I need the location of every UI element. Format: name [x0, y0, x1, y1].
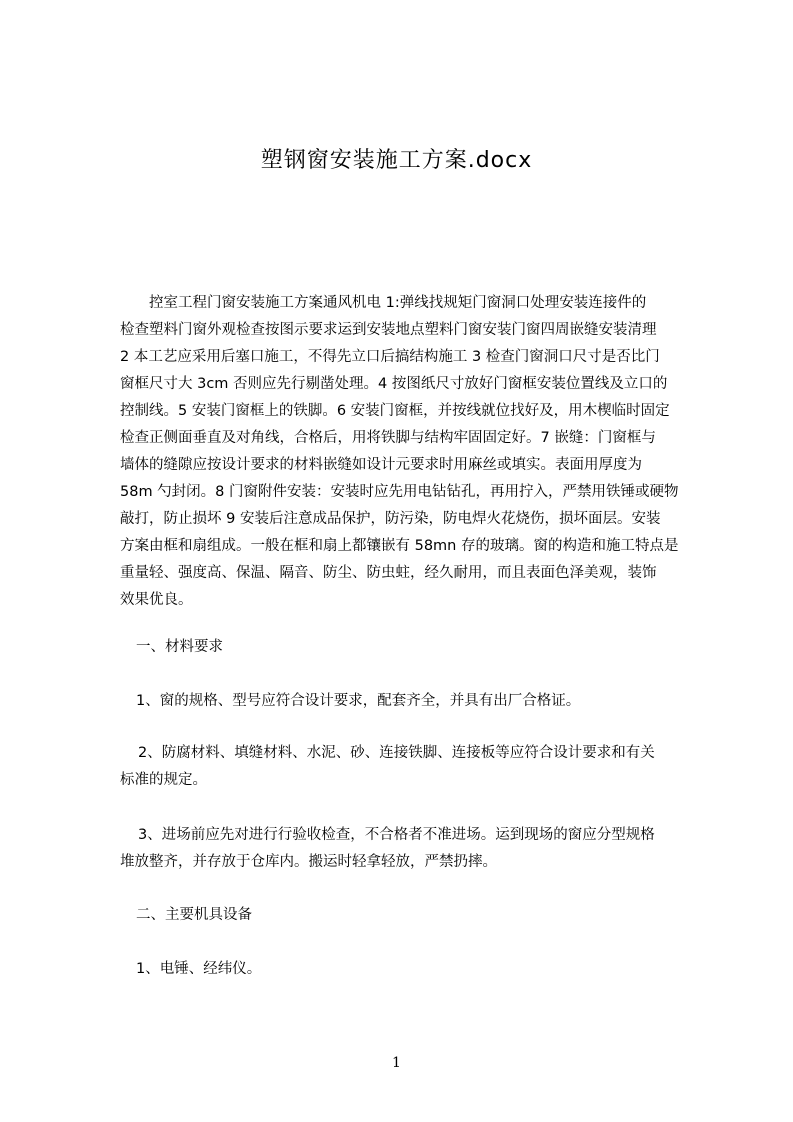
paragraph-line: 3、进场前应先对进行行验收检查，不合格者不准进场。运到现场的窗应分型规格 — [138, 827, 655, 843]
section-heading-materials: 一、材料要求 — [136, 639, 223, 655]
paragraph-line: 方案由框和扇组成。一般在框和扇上都镶嵌有 58mn 存的玻璃。窗的构造和施工特点是 — [120, 538, 679, 554]
paragraph-line: 窗框尺寸大 3cm 否则应先行剔凿处理。4 按图纸尺寸放好门窗框安装位置线及立口的 — [120, 376, 668, 392]
paragraph-line: 敲打，防止损坏 9 安装后注意成品保护，防污染，防电焊火花烧伤，损坏面层。安装 — [120, 511, 661, 527]
paragraph-line: 重量轻、强度高、保温、隔音、防尘、防虫蛀，经久耐用，而且表面色泽美观，装饰 — [120, 565, 657, 581]
paragraph-line: 2 本工艺应采用后塞口施工，不得先立口后搞结构施工 3 检查门窗洞口尺寸是否比门 — [120, 349, 660, 365]
section-heading-equipment: 二、主要机具设备 — [136, 907, 252, 923]
list-item: 1、窗的规格、型号应符合设计要求，配套齐全，并具有出厂合格证。 — [136, 693, 581, 709]
list-item — [120, 822, 705, 876]
paragraph-line: 2、防腐材料、填缝材料、水泥、砂、连接铁脚、连接板等应符合设计要求和有关 — [138, 745, 655, 761]
paragraph-line: 58m 勺封闭。8 门窗附件安装：安装时应先用电钻钻孔，再用拧入，严禁用铁锤或硬物 — [120, 484, 679, 500]
page-number: 1 — [392, 1055, 401, 1071]
paragraph-line: 检查正侧面垂直及对角线，合格后，用将铁脚与结构牢固固定好。7 嵌缝：门窗框与 — [120, 430, 656, 446]
paragraph-line: 标准的规定。 — [120, 772, 207, 788]
paragraph-line: 控室工程门窗安装施工方案通风机电 1:弹线找规矩门窗洞口处理安装连接件的 — [120, 295, 647, 311]
paragraph-line: 控制线。5 安装门窗框上的铁脚。6 安装门窗框，并按线就位找好及，用木楔临时固定 — [120, 403, 670, 419]
intro-paragraph — [120, 290, 697, 614]
list-item — [120, 740, 705, 794]
paragraph-line: 墙体的缝隙应按设计要求的材料嵌缝如设计元要求时用麻丝或填实。表面用厚度为 — [120, 457, 642, 473]
paragraph-line: 效果优良。 — [120, 592, 193, 608]
list-item: 1、电锤、经纬仪。 — [136, 961, 262, 977]
paragraph-line: 堆放整齐，并存放于仓库内。搬运时轻拿轻放，严禁扔摔。 — [120, 854, 497, 870]
paragraph-line: 检查塑料门窗外观检查按图示要求运到安装地点塑料门窗安装门窗四周嵌缝安装清理 — [120, 322, 657, 338]
document-title: 塑钢窗安装施工方案.docx — [260, 148, 533, 173]
